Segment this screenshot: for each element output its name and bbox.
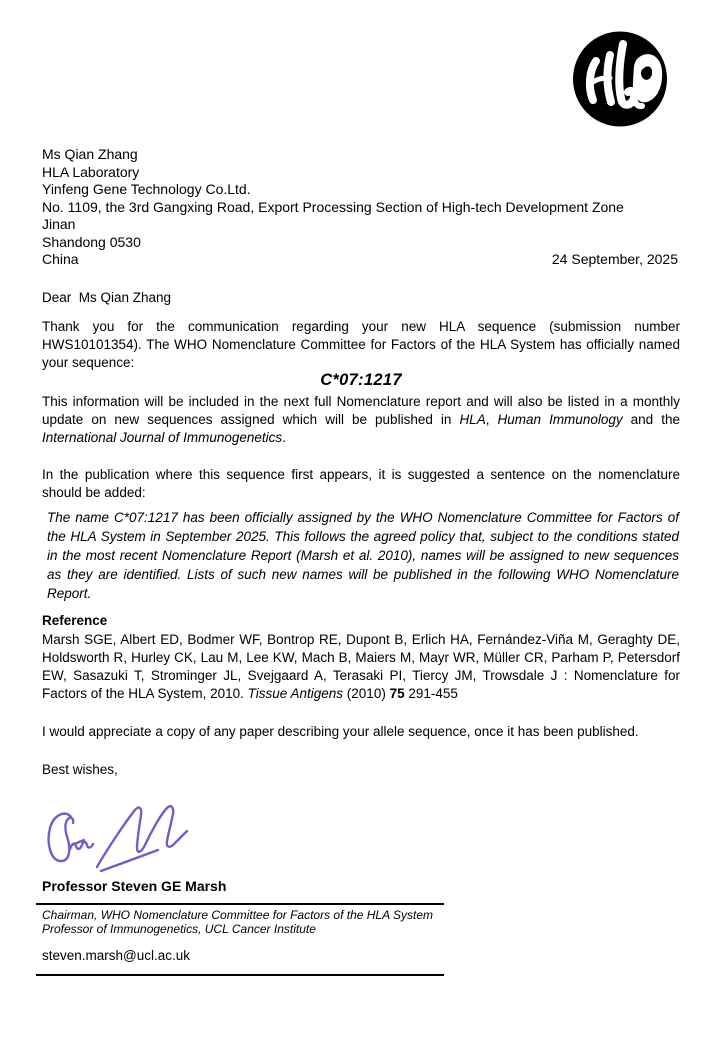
- salutation: Dear Ms Qian Zhang: [42, 290, 172, 305]
- sender-name: Professor Steven GE Marsh: [42, 878, 227, 894]
- body-paragraph-2: [42, 393, 680, 447]
- quote-paragraph: The name C*07:1217 has been officially assigned by the WHO Nomenclature Committee for Factors of the HLA System in September 2025. This follows the agreed policy that, subject to the conditions stated in the most recent Nomenclature Report (Marsh et al. 2010), names will be assigned to new sequences as they are identified. Lists of such new names will be published in the following WHO Nomenclature Report.: [47, 510, 679, 601]
- journal-name: Tissue Antigens: [247, 686, 344, 701]
- recipient-line: Yinfeng Gene Technology Co.Ltd.: [42, 181, 251, 197]
- hla-logo: [572, 30, 668, 128]
- reference-pages: 291-455: [404, 686, 458, 701]
- sender-roles: [42, 909, 433, 937]
- reference-authors: Marsh SGE, Albert ED, Bodmer WF, Bontrop RE, Dupont B, Erlich HA, Fernández-Viña M, Geraghty DE, Holdsworth R, Hurley CK, Lau M, Lee KW, Mach B, Maiers M, Mayr WR, Müller CR, Parham P, Petersdorf EW, Sasazuki T, Strominger JL, Svejgaard A, Terasaki PI, Tiercy JM, Trowsdale J : Nomenclature for Factors of the HLA System, 2010.: [42, 632, 680, 701]
- divider-top: [36, 903, 444, 905]
- recipient-address: [42, 146, 624, 269]
- paragraph-text: .: [282, 430, 286, 445]
- reference-volume: 75: [389, 686, 405, 701]
- reference-year: (2010): [343, 686, 390, 701]
- paragraph-text: ,: [485, 412, 498, 427]
- closing: Best wishes,: [42, 762, 118, 777]
- journal-name: HLA: [459, 412, 486, 427]
- letter-date: 24 September, 2025: [551, 251, 678, 267]
- journal-name: International Journal of Immunogenetics: [42, 430, 283, 445]
- recipient-line: Ms Qian Zhang: [42, 146, 138, 162]
- signature-ink: [38, 801, 198, 886]
- signature-image: [38, 801, 198, 886]
- sequence-name: C*07:1217: [320, 371, 402, 389]
- sender-role-1: Chairman, WHO Nomenclature Committee for Factors of the HLA System: [42, 908, 434, 922]
- reference-text: [42, 631, 680, 703]
- body-paragraph-4: I would appreciate a copy of any paper describing your allele sequence, once it has been published.: [42, 724, 639, 739]
- body-paragraph-3: In the publication where this sequence first appears, it is suggested a sentence on the nomenclature should be added:: [42, 467, 680, 500]
- paragraph-text: This information will be included in the next full Nomenclature report and will also be listed in a monthly update on new sequences assigned which will be published in: [42, 394, 680, 427]
- paragraph-text: and the: [622, 412, 680, 427]
- sender-email: steven.marsh@ucl.ac.uk: [42, 948, 191, 963]
- recipient-line: China: [42, 251, 79, 267]
- recipient-line: Jinan: [42, 216, 76, 232]
- journal-name: Human Immunology: [497, 412, 623, 427]
- recipient-line: No. 1109, the 3rd Gangxing Road, Export Processing Section of High-tech Development Zone: [42, 198, 624, 215]
- divider-bottom: [36, 974, 444, 976]
- body-paragraph-1: Thank you for the communication regarding your new HLA sequence (submission number HWS10101354). The WHO Nomenclature Committee for Factors of the HLA System has officially named your sequence:: [42, 319, 680, 370]
- reference-heading: Reference: [42, 613, 108, 628]
- hla-logo-icon: [572, 30, 668, 128]
- sender-role-2: Professor of Immunogenetics, UCL Cancer Institute: [42, 921, 316, 936]
- recipient-line: Shandong 0530: [42, 233, 141, 250]
- recipient-line: HLA Laboratory: [42, 163, 140, 180]
